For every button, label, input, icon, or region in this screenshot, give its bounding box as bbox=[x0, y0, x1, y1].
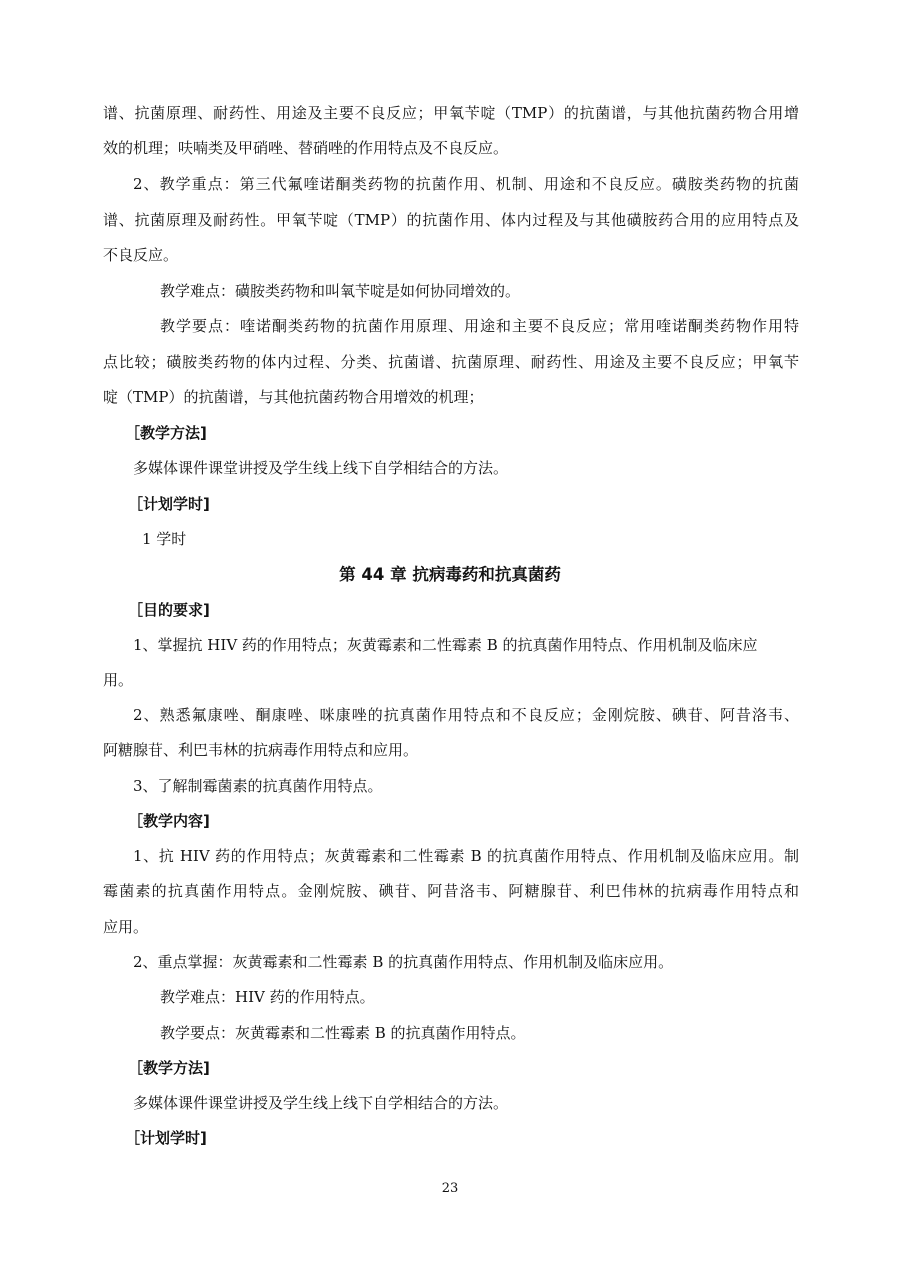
paragraph-line: 不良反应。 bbox=[103, 246, 179, 264]
section-heading: ［教学内容] bbox=[128, 812, 210, 830]
paragraph-line: 2、重点掌握：灰黄霉素和二性霉素 B 的抗真菌作用特点、作用机制及临床应用。 bbox=[133, 953, 674, 971]
paragraph-line: 点比较；磺胺类药物的体内过程、分类、抗菌谱、抗菌原理、耐药性、用途及主要不良反应；甲氧苄 bbox=[103, 353, 799, 371]
chapter-title: 第 44 章 抗病毒药和抗真菌药 bbox=[339, 565, 561, 584]
paragraph-line: 2、熟悉氟康唑、酮康唑、咪康唑的抗真菌作用特点和不良反应；金刚烷胺、碘苷、阿昔洛韦、 bbox=[133, 706, 799, 724]
teaching-difficulty: 教学难点：磺胺类药物和叫氧苄啶是如何协同增效的。 bbox=[160, 282, 521, 300]
paragraph-line: 谱、抗菌原理及耐药性。甲氧苄啶（TMP）的抗菌作用、体内过程及与其他磺胺药合用的应用特点及 bbox=[103, 211, 799, 229]
paragraph-line: 教学要点：喹诺酮类药物的抗菌作用原理、用途和主要不良反应；常用喹诺酮类药物作用特 bbox=[160, 317, 799, 335]
paragraph-line: 霉菌素的抗真菌作用特点。金刚烷胺、碘苷、阿昔洛韦、阿糖腺苷、利巴伟林的抗病毒作用特点和 bbox=[103, 882, 799, 900]
paragraph-line: 多媒体课件课堂讲授及学生线上线下自学相结合的方法。 bbox=[133, 1094, 509, 1112]
paragraph-line: 2、教学重点：第三代氟喹诺酮类药物的抗菌作用、机制、用途和不良反应。磺胺类药物的抗菌 bbox=[133, 175, 799, 193]
paragraph-line: 1、掌握抗 HIV 药的作用特点；灰黄霉素和二性霉素 B 的抗真菌作用特点、作用机制及临床应 bbox=[133, 636, 758, 654]
teaching-keypoints: 教学要点：灰黄霉素和二性霉素 B 的抗真菌作用特点。 bbox=[160, 1024, 526, 1042]
paragraph-line: 啶（TMP）的抗菌谱，与其他抗菌药物合用增效的机理； bbox=[103, 388, 484, 406]
section-heading: ［目的要求] bbox=[128, 601, 210, 619]
paragraph-line: 效的机理；呋喃类及甲硝唑、替硝唑的作用特点及不良反应。 bbox=[103, 139, 509, 157]
page-number: 23 bbox=[441, 1181, 459, 1196]
paragraph-line: 阿糖腺苷、利巴韦林的抗病毒作用特点和应用。 bbox=[103, 741, 419, 759]
paragraph-line: 1 学时 bbox=[142, 530, 187, 548]
paragraph-line: 1、抗 HIV 药的作用特点；灰黄霉素和二性霉素 B 的抗真菌作用特点、作用机制及临床应用。制 bbox=[133, 847, 799, 865]
paragraph-line: 多媒体课件课堂讲授及学生线上线下自学相结合的方法。 bbox=[133, 459, 509, 477]
paragraph-line: 用。 bbox=[103, 671, 134, 689]
section-heading: ［计划学时] bbox=[125, 1129, 207, 1147]
section-heading: ［教学方法] bbox=[125, 424, 207, 442]
section-heading: ［计划学时] bbox=[128, 495, 210, 513]
paragraph-line: 3、了解制霉菌素的抗真菌作用特点。 bbox=[133, 777, 383, 795]
section-heading: ［教学方法] bbox=[128, 1059, 210, 1077]
paragraph-line: 谱、抗菌原理、耐药性、用途及主要不良反应；甲氧苄啶（TMP）的抗菌谱，与其他抗菌药物合用增 bbox=[103, 104, 799, 122]
paragraph-line: 应用。 bbox=[103, 918, 149, 936]
teaching-difficulty: 教学难点：HIV 药的作用特点。 bbox=[160, 988, 375, 1006]
